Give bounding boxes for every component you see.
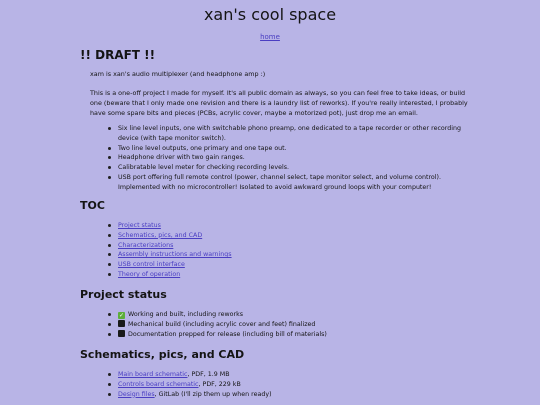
toc-link-theory[interactable]: Theory of operation bbox=[118, 270, 181, 278]
draft-heading: !! DRAFT !! bbox=[80, 48, 156, 62]
toc-link-schematics[interactable]: Schematics, pics, and CAD bbox=[118, 231, 203, 239]
file-info: , GitLab (I'll zip them up when ready) bbox=[154, 390, 272, 398]
main-board-schematic-link[interactable]: Main board schematic bbox=[118, 371, 188, 378]
site-header bbox=[0, 0, 540, 43]
status-text: Working and built, including reworks bbox=[128, 311, 244, 318]
toc-link-project-status[interactable]: Project status bbox=[118, 222, 161, 229]
toc-item bbox=[108, 250, 468, 260]
schematics-heading: Schematics, pics, and CAD bbox=[80, 348, 245, 361]
list-item: Headphone driver with two gain ranges. bbox=[108, 153, 468, 163]
file-info: , PDF, 1.9 MB bbox=[187, 371, 230, 378]
schematic-item bbox=[108, 380, 468, 390]
site-title: xan's cool space bbox=[203, 5, 337, 24]
list-item: USB port offering full remote control (power, channel select, tape monitor select, and volume control). Implemented with no microcontroller! Isolated to avoid awkward ground loops with your computer! bbox=[108, 173, 468, 193]
controls-board-schematic-link[interactable]: Controls board schematic bbox=[118, 380, 199, 388]
toc-item bbox=[108, 221, 468, 231]
status-item bbox=[108, 330, 468, 340]
schematics-list bbox=[108, 370, 468, 399]
status-item bbox=[108, 320, 468, 330]
feature-list bbox=[108, 124, 468, 193]
schematic-item bbox=[108, 390, 468, 400]
toc-link-characterizations[interactable]: Characterizations bbox=[118, 241, 174, 249]
project-status-heading: Project status bbox=[80, 288, 167, 301]
toc-item bbox=[108, 270, 468, 280]
status-text: Documentation prepped for release (including bill of materials) bbox=[128, 330, 327, 338]
design-files-link[interactable]: Design files bbox=[118, 390, 155, 398]
toc-heading: TOC bbox=[80, 199, 105, 212]
status-text: Mechanical build (including acrylic cover and feet) finalized bbox=[128, 320, 316, 328]
status-item bbox=[108, 310, 468, 320]
toc-item bbox=[108, 260, 468, 270]
toc-item bbox=[108, 231, 468, 241]
schematic-item bbox=[108, 370, 468, 380]
toc-list bbox=[108, 221, 468, 280]
toc-link-assembly[interactable]: Assembly instructions and warnings bbox=[118, 251, 232, 259]
list-item: Two line level outputs, one primary and one tape out. bbox=[108, 144, 468, 154]
black-square-icon bbox=[118, 330, 125, 337]
list-item: Calibratable level meter for checking recording levels. bbox=[108, 163, 468, 173]
black-square-icon bbox=[118, 320, 125, 327]
description-paragraph: This is a one-off project I made for myself. It's all public domain as always, so you can feel free to take ideas, or build one (beware that I only made one revision and there is a laundry list of reworks). If you're really interested, I probably have some spare bits and pieces (PCBs, acrylic cover, maybe a motorized pot), just drop me an email. bbox=[90, 89, 468, 117]
check-mark-icon: ✓ bbox=[118, 312, 125, 319]
toc-link-usb-control[interactable]: USB control interface bbox=[118, 261, 185, 269]
home-link[interactable]: home bbox=[260, 33, 280, 41]
list-item: Six line level inputs, one with switchable phono preamp, one dedicated to a tape recorder or other recording device (with tape monitor switch). bbox=[108, 124, 468, 144]
status-list bbox=[108, 310, 468, 339]
toc-item bbox=[108, 241, 468, 251]
intro-text: xam is xan's audio multiplexer (and headphone amp :) bbox=[90, 70, 266, 78]
file-info: , PDF, 229 kB bbox=[198, 380, 241, 388]
